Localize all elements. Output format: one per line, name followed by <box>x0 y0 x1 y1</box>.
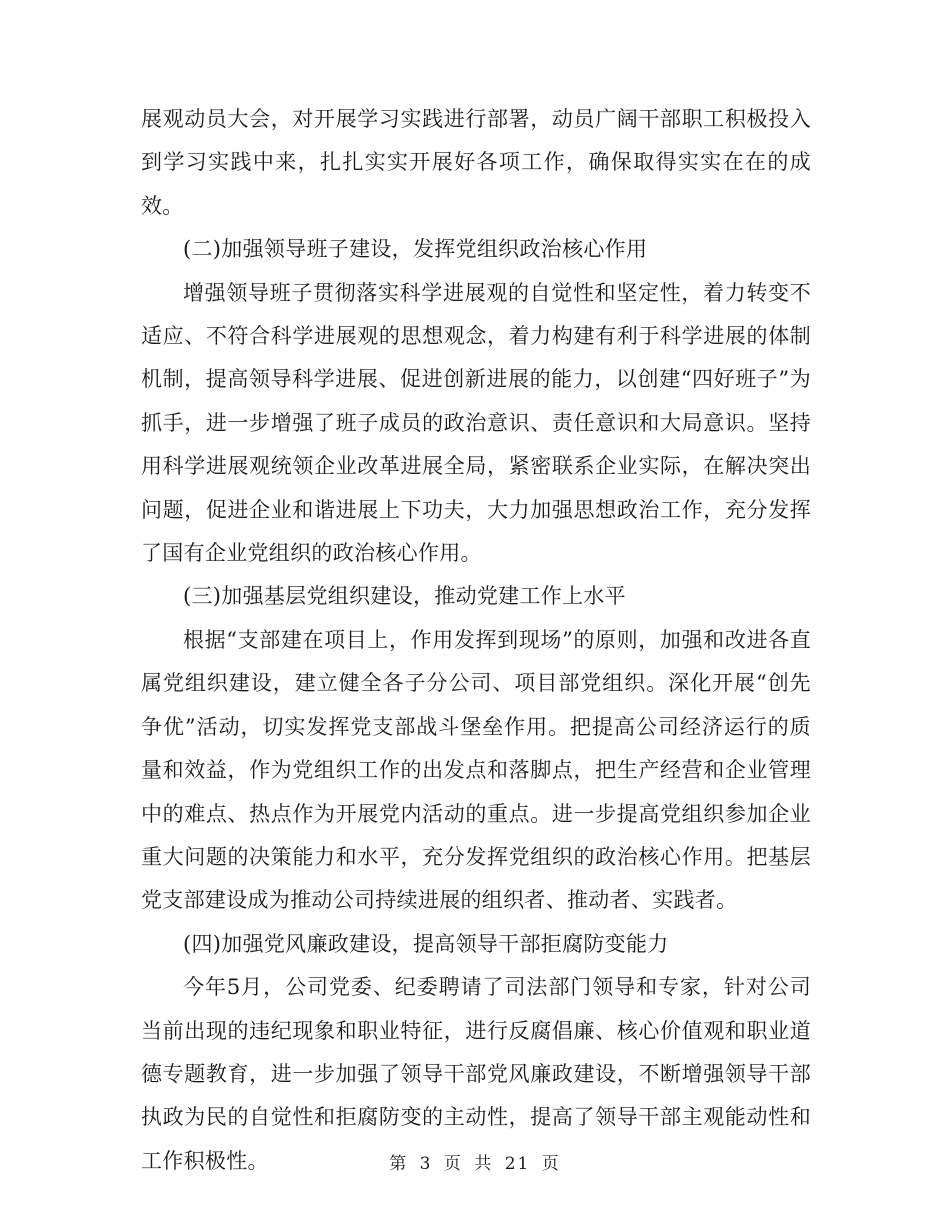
paragraph-integrity: 今年5月，公司党委、纪委聘请了司法部门领导和专家，针对公司当前出现的违纪现象和职业特征，进行反腐倡廉、核心价值观和职业道德专题教育，进一步加强了领导干部党风廉政建设，不断增强领导干部执政为民的自觉性和拒腐防变的主动性，提高了领导干部主观能动性和工作积极性。 <box>141 975 811 1173</box>
page-number-footer: 第 3 页 共 21 页 <box>389 1154 561 1174</box>
document-body <box>141 98 811 1183</box>
section-heading-2: (二)加强领导班子建设，发挥党组织政治核心作用 <box>183 237 648 262</box>
paragraph-leadership: 增强领导班子贯彻落实科学进展观的自觉性和坚定性，着力转变不适应、不符合科学进展观的思想观念，着力构建有利于科学进展的体制机制，提高领导科学进展、促进创新进展的能力，以创建“四好班子”为抓手，进一步增强了班子成员的政治意识、责任意识和大局意识。坚持用科学进展观统领企业改革进展全局，紧密联系企业实际，在解决突出问题，促进企业和谐进展上下功夫，大力加强思想政治工作，充分发挥了国有企业党组织的政治核心作用。 <box>141 280 811 566</box>
paragraph-intro-continuation: 展观动员大会，对开展学习实践进行部署，动员广阔干部职工积极投入到学习实践中来，扎扎实实开展好各项工作，确保取得实实在在的成效。 <box>141 107 811 218</box>
section-heading-3: (三)加强基层党组织建设，推动党建工作上水平 <box>183 584 626 609</box>
section-heading-4: (四)加强党风廉政建设，提高领导干部拒腐防变能力 <box>183 931 669 956</box>
paragraph-grassroots: 根据“支部建在项目上，作用发挥到现场”的原则，加强和改进各直属党组织建设，建立健全各子分公司、项目部党组织。深化开展“创先争优”活动，切实发挥党支部战斗堡垒作用。把提高公司经济运行的质量和效益，作为党组织工作的出发点和落脚点，把生产经营和企业管理中的难点、热点作为开展党内活动的重点。进一步提高党组织参加企业重大问题的决策能力和水平，充分发挥党组织的政治核心作用。把基层党支部建设成为推动公司持续进展的组织者、推动者、实践者。 <box>141 627 811 913</box>
